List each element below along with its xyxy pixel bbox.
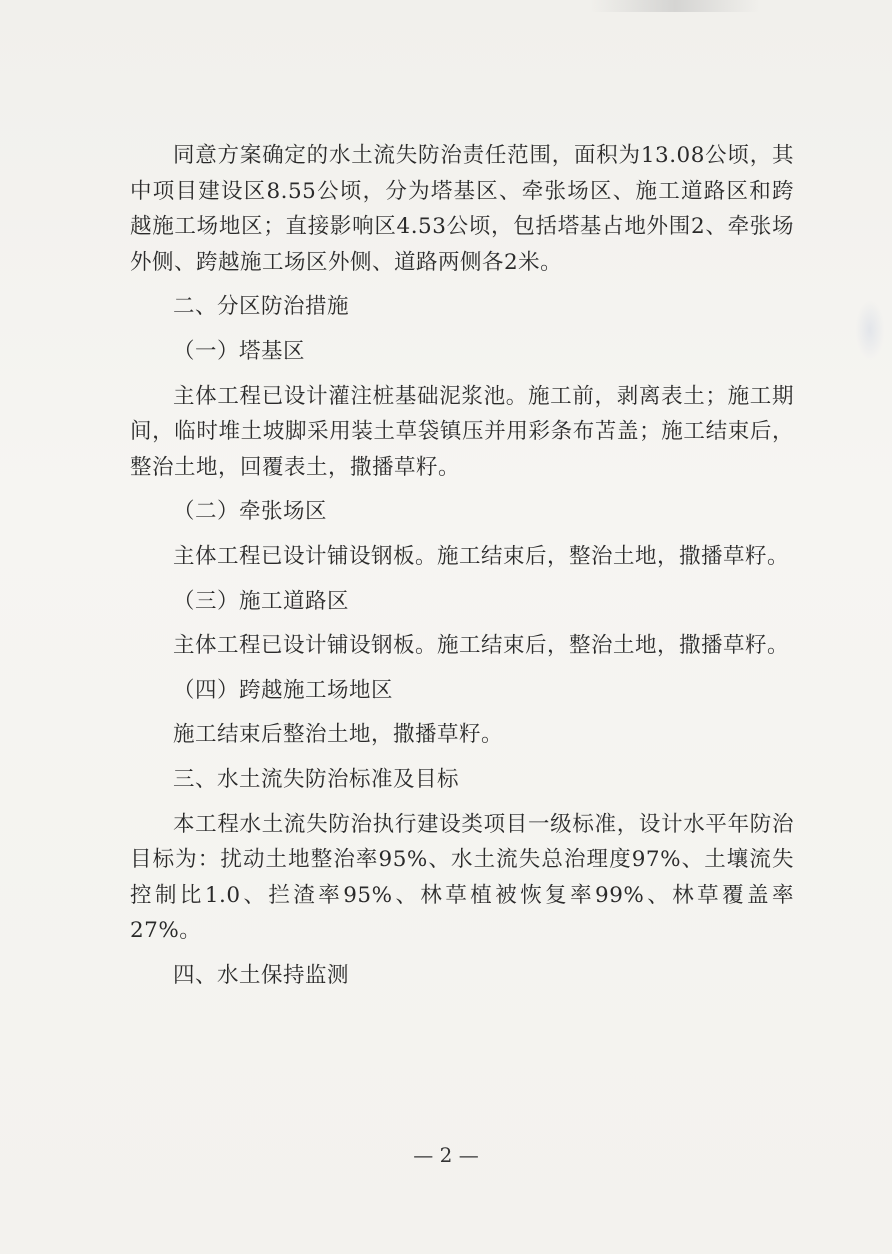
scan-artifact bbox=[590, 0, 760, 12]
paragraph-tension-field: 主体工程已设计铺设钢板。施工结束后，整治土地，撒播草籽。 bbox=[173, 543, 790, 569]
paragraph-construction-road: 主体工程已设计铺设钢板。施工结束后，整治土地，撒播草籽。 bbox=[173, 633, 790, 659]
paragraph-standards-targets: 本工程水土流失防治执行建设类项目一级标准，设计水平年防治目标为：扰动土地整治率95%、水土流失总治理度97%、土壤流失控制比1.0、拦渣率95%、林草植被恢复率99%、林草覆盖率27%。 bbox=[130, 811, 794, 944]
subheading-tower-base: （一）塔基区 bbox=[173, 338, 306, 364]
subheading-crossing-site: （四）跨越施工场地区 bbox=[173, 677, 394, 703]
heading-zoned-measures: 二、分区防治措施 bbox=[173, 294, 350, 320]
subheading-tension-field: （二）牵张场区 bbox=[173, 499, 328, 525]
paragraph-crossing-site: 施工结束后整治土地，撒播草籽。 bbox=[173, 722, 504, 748]
paragraph-tower-base: 主体工程已设计灌注桩基础泥浆池。施工前，剥离表土；施工期间，临时堆土坡脚采用装土草袋镇压并用彩条布苫盖；施工结束后，整治土地，回覆表土，撒播草籽。 bbox=[130, 383, 794, 480]
document-body bbox=[130, 138, 794, 993]
heading-standards-targets: 三、水土流失防治标准及目标 bbox=[173, 766, 460, 792]
scan-artifact bbox=[855, 300, 885, 360]
paragraph-responsibility-scope: 同意方案确定的水土流失防治责任范围，面积为13.08公顷，其中项目建设区8.55公顷，分为塔基区、牵张场区、施工道路区和跨越施工场地区；直接影响区4.53公顷，包括塔基占地外围2、牵张场外侧、跨越施工场区外侧、道路两侧各2米。 bbox=[130, 143, 794, 275]
subheading-construction-road: （三）施工道路区 bbox=[173, 588, 350, 614]
page-number: — 2 — bbox=[413, 1143, 479, 1167]
heading-monitoring: 四、水土保持监测 bbox=[173, 962, 350, 988]
